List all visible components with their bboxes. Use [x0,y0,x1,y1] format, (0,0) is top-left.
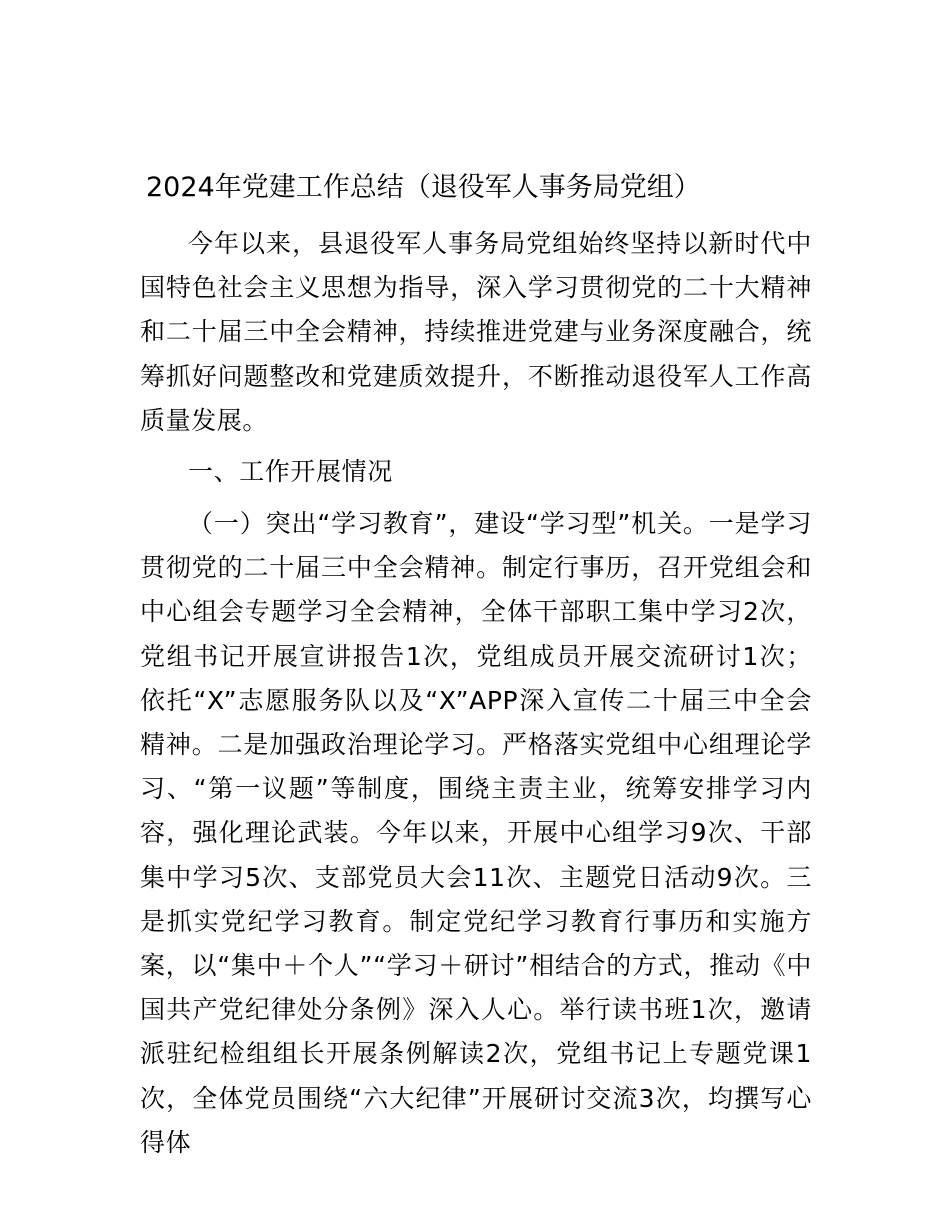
intro-paragraph: 今年以来，县退役军人事务局党组始终坚持以新时代中国特色社会主义思想为指导，深入学习贯彻党的二十大精神和二十届三中全会精神，持续推进党建与业务深度融合，统筹抓好问题整改和党建质效提升，不断推动退役军人工作高质量发展。 [140,229,812,435]
section-heading: 一、工作开展情况 [188,457,393,486]
document-title: 2024年党建工作总结（退役军人事务局党组） [146,172,701,203]
section-paragraph: （一）突出“学习教育”，建设“学习型”机关。一是学习贯彻党的二十届三中全会精神。制定行事历，召开党组会和中心组会专题学习全会精神，全体干部职工集中学习2次，党组书记开展宣讲报告1次，党组成员开展交流研讨1次；依托“X”志愿服务队以及“X”APP深入宣传二十届三中全会精神。二是加强政治理论学习。严格落实党组中心组理论学习、“第一议题”等制度，围绕主责主业，统筹安排学习内容，强化理论武装。今年以来，开展中心组学习9次、干部集中学习5次、支部党员大会11次、主题党日活动9次。三是抓实党纪学习教育。制定党纪学习教育行事历和实施方案，以“集中＋个人”“学习＋研讨”相结合的方式，推动《中国共产党纪律处分条例》深入人心。举行读书班1次，邀请派驻纪检组组长开展条例解读2次，党组书记上专题党课1次，全体党员围绕“六大纪律”开展研讨交流3次，均撰写心得体 [140,509,812,1157]
